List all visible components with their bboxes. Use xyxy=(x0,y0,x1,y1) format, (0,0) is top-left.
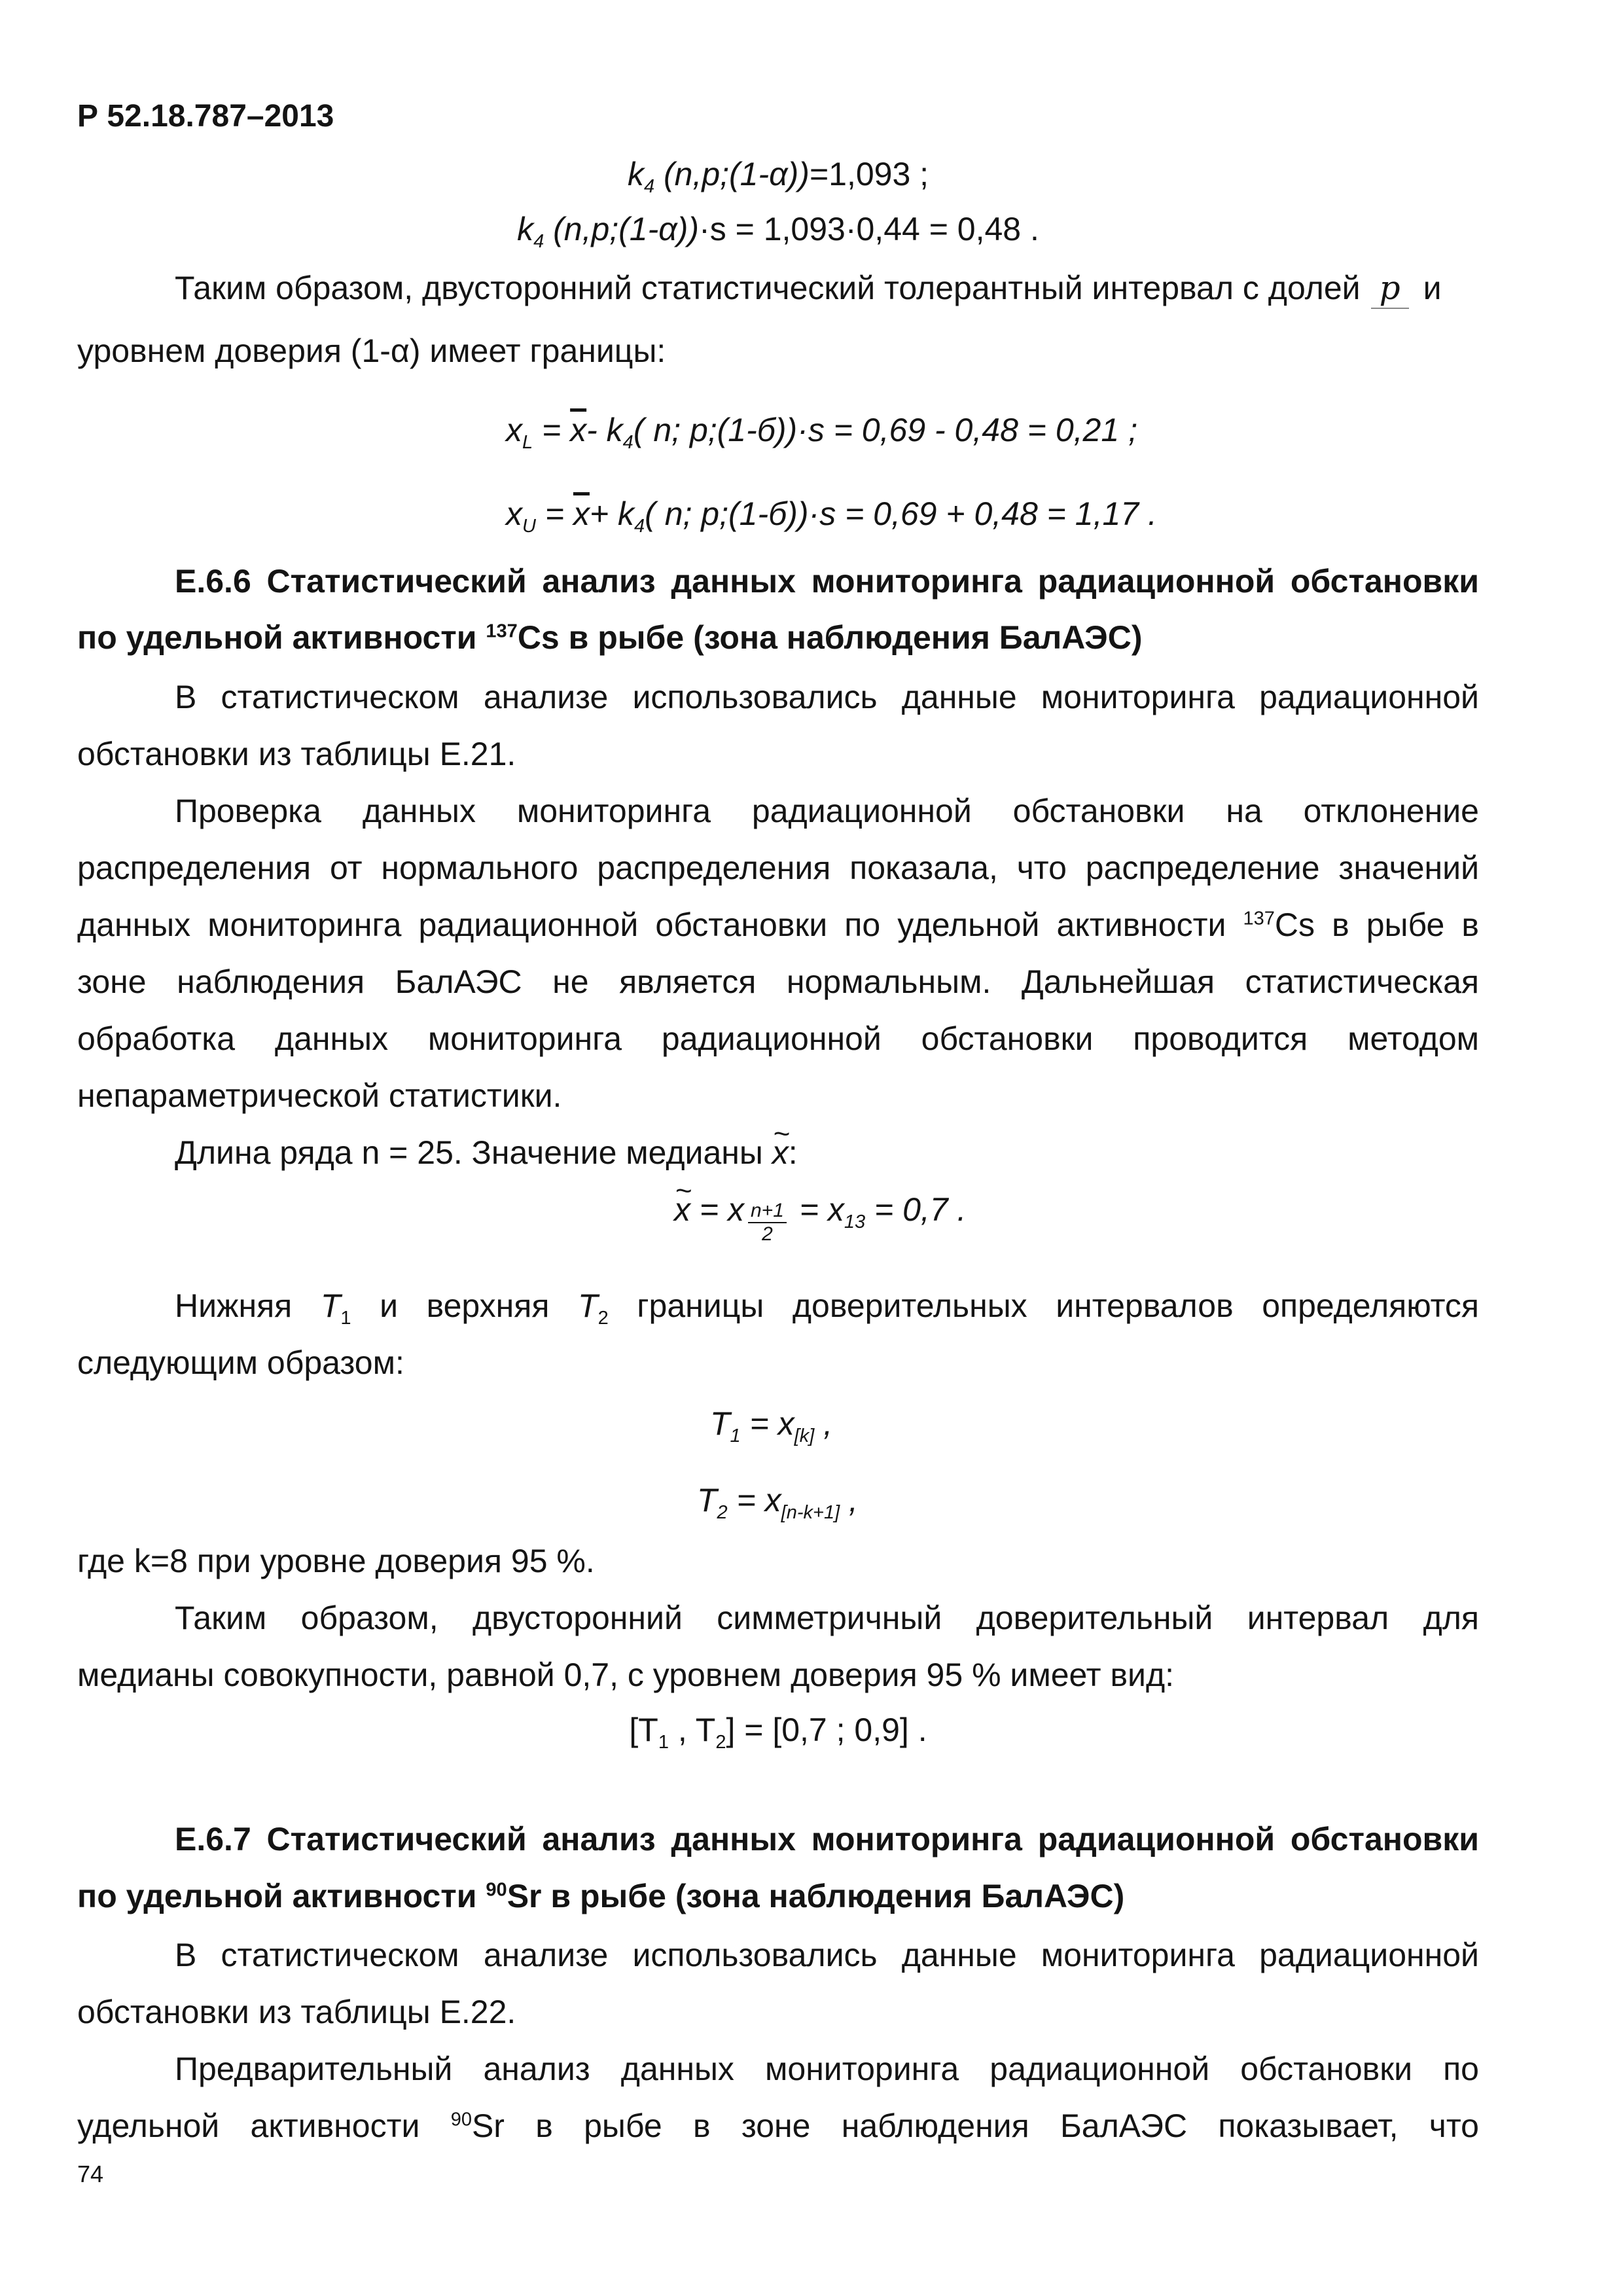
section-666-para6-line1: Таким образом, двусторонний симметричный доверительный интервал для xyxy=(175,1600,1479,1636)
formula-interval: [$T_1$ , $T_2] = [0,7$ ; 0,9] . xyxy=(629,1712,927,1753)
formula-k4-times-s: $k_4$ (n,p;(1-α))·s = 1,093·0,44 = 0,48 . xyxy=(517,211,1039,252)
tolerance-paragraph-line2: уровнем доверия (1-α) имеет границы: xyxy=(77,332,666,369)
section-667-para1-line2: обстановки из таблицы Е.22. xyxy=(77,1994,516,2030)
formula-lower-bound: $x_L = \overline{x}-$ $k_4$( n; p;(1-б))·s = 0,69 - 0,48 = 0,21 ; xyxy=(506,412,1137,453)
section-666-para2-line3: данных мониторинга радиационной обстановки по удельной активности $^{137}$Cs в рыбе в xyxy=(77,906,1479,943)
document-id: Р 52.18.787–2013 xyxy=(77,99,334,134)
section-667-para1-line1: В статистическом анализе использовались данные мониторинга радиационной xyxy=(175,1937,1479,1973)
section-666-para2-line4: зоне наблюдения БалАЭС не является нормальным. Дальнейшая статистическая xyxy=(77,963,1479,1000)
formula-upper-bound: $x_U = \overline{x}+ k_4$( n; p;(1-б))·s = 0,69 + 0,48 = 1,17 . xyxy=(506,495,1157,537)
section-666-para1-line1: В статистическом анализе использовались данные мониторинга радиационной xyxy=(175,679,1479,715)
formula-median: ~ x = x $\frac{n+1}{2}$ = $x_{13} = 0,7$ . xyxy=(674,1190,1067,1246)
section-666-para2-line5: обработка данных мониторинга радиационной обстановки проводится методом xyxy=(77,1020,1479,1057)
section-666-para1-line2: обстановки из таблицы Е.21. xyxy=(77,736,516,772)
section-666-para5: где k=8 при уровне доверия 95 %. xyxy=(77,1543,595,1579)
section-667-para2-line1: Предварительный анализ данных мониторинга радиационной обстановки по xyxy=(175,2051,1479,2087)
median-index-fraction: $\frac{n+1}{2}$ xyxy=(748,1200,787,1246)
formula-t2: $T_2 = x_{[n-k+1]}$ , xyxy=(697,1482,858,1523)
formula-k4: $k_4$ (n,p;(1-α))=1,093 ; xyxy=(627,156,929,197)
section-666-para2-line2: распределения от нормального распределения показала, что распределение значений xyxy=(77,850,1479,886)
section-666-para2-line1: Проверка данных мониторинга радиационной обстановки на отклонение xyxy=(175,793,1479,829)
section-667-heading-line2: по удельной активности $^{90}$Sr в рыбе (зона наблюдения БалАЭС) xyxy=(77,1878,1125,1914)
section-666-median-intro: Длина ряда n = 25. Значение медианы ~ x: xyxy=(175,1133,1479,1172)
section-666-para4-line2: следующим образом: xyxy=(77,1344,404,1381)
page-number: 74 xyxy=(77,2161,104,2187)
section-667-para2-line2: удельной активности $^{90}$Sr в рыбе в зоне наблюдения БалАЭС показывает, что xyxy=(77,2108,1479,2144)
section-667-heading-line1: Е.6.7 Статистический анализ данных мониторинга радиационной обстановки xyxy=(175,1821,1479,1857)
p-symbol: p xyxy=(1371,268,1409,309)
section-666-heading-line2: по удельной активности $^{137}$Cs в рыбе (зона наблюдения БалАЭС) xyxy=(77,619,1143,656)
section-666-para4-line1: Нижняя $T_1$ и верхняя $T_2$ границы доверительных интервалов определяются xyxy=(175,1287,1480,1329)
section-666-heading-line1: Е.6.6 Статистический анализ данных мониторинга радиационной обстановки xyxy=(175,563,1479,600)
median-symbol: ~ x xyxy=(772,1133,789,1172)
tolerance-paragraph-line1: Таким образом, двусторонний статистический толерантный интервал с долей p и xyxy=(175,268,1479,309)
section-666-para2-line6: непараметрической статистики. xyxy=(77,1077,562,1114)
formula-t1: $T_1 = x_{[k]}$ , xyxy=(710,1405,833,1446)
section-666-para6-line2: медианы совокупности, равной 0,7, с уровнем доверия 95 % имеет вид: xyxy=(77,1657,1175,1693)
